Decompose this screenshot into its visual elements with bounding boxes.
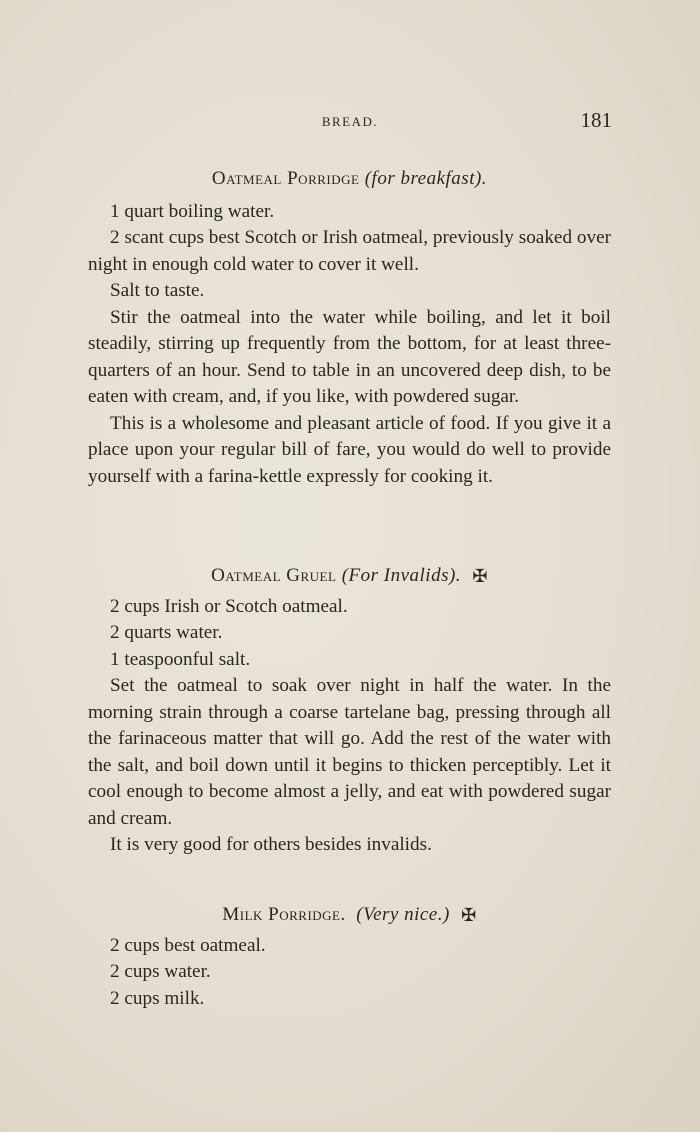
ingredient-line: 2 cups Irish or Scotch oatmeal. (110, 595, 348, 617)
recipe-heading (88, 901, 611, 929)
recipe-milk-porridge (88, 901, 611, 1012)
ingredient-line: 2 quarts water. (110, 622, 223, 643)
page-number: 181 (580, 108, 612, 132)
ingredient-line: 2 scant cups best Scotch or Irish oatmeal, previously soaked over night in enough cold water to cover it well. (88, 227, 611, 275)
recipe-title: Oatmeal Gruel (211, 565, 337, 586)
ingredient-line: Salt to taste. (110, 280, 205, 301)
recipe-subtitle: (For Invalids). (341, 565, 462, 586)
recipe-title: Milk Porridge. (222, 904, 346, 925)
instruction-paragraph: Set the oatmeal to soak over night in half the water. In the morning strain through a coarse tartelane bag, pressing through all the farinaceous matter that will go. Add the rest of the water with the salt, and boil down until it begins to thicken perceptibly. Let it cool enough to become almost a jelly, and eat with powdered sugar and cream. (88, 675, 611, 829)
recipe-oatmeal-gruel (88, 562, 611, 859)
recipe-subtitle: (Very nice.) (356, 904, 450, 925)
ingredient-line: 2 cups milk. (110, 987, 205, 1009)
note-paragraph: It is very good for others besides invalids. (110, 834, 432, 855)
instruction-paragraph: Stir the oatmeal into the water while boiling, and let it boil steadily, stirring up frequently from the bottom, for at least three-quarters of an hour. Send to table in an uncovered deep dish, to be eaten with cream, and, if you like, with powdered sugar. (88, 306, 611, 407)
recipe-oatmeal-porridge (88, 166, 611, 490)
recipe-heading (88, 562, 611, 590)
running-head (88, 108, 612, 138)
cross-ornament-icon: ✠ (472, 566, 488, 586)
ingredient-line: 1 quart boiling water. (110, 200, 275, 222)
running-title: BREAD. (321, 114, 379, 129)
ingredient-line: 2 cups water. (110, 961, 211, 982)
note-paragraph: This is a wholesome and pleasant article of food. If you give it a place upon your regular bill of fare, you would do well to provide yourself with a farina-kettle expressly for cooking it. (88, 412, 611, 487)
ingredient-line: 1 teaspoonful salt. (110, 648, 251, 670)
recipe-title: Oatmeal Porridge (211, 168, 360, 189)
cross-ornament-icon: ✠ (461, 905, 477, 925)
ingredient-line: 2 cups best oatmeal. (110, 934, 266, 956)
recipe-subtitle: (for breakfast). (364, 168, 488, 189)
recipe-heading (88, 166, 611, 193)
